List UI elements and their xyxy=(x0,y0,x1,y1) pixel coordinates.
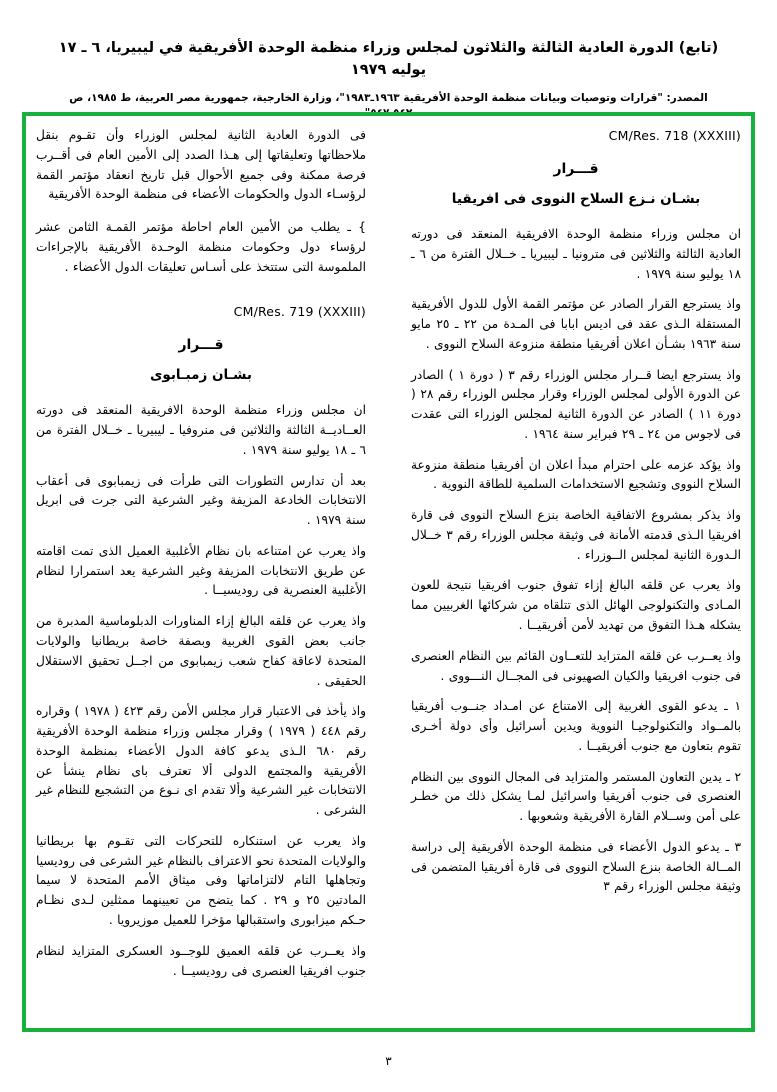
resolution-id: CM/Res. 719 (XXXIII) xyxy=(233,304,366,320)
paragraph: واذ يعــرب عن قلقه المتزايد للتعــاون القائم بين النظام العنصرى فى جنوب افريقيا والكيان الصهيونى فى المجــال النـــووى . xyxy=(411,648,741,683)
right-text-column xyxy=(36,126,366,1018)
paragraph: واذ يعرب عن قلقه البالغ إزاء المناورات الدبلوماسية المدبرة من جانب بعض القوى الغربية وبصفة خاصة بريطانيا والولايات المتحدة لاعاقة كفاح شعب زيمبابوى من اجــل تحقيق الاستقلال الحقيقى . xyxy=(36,614,366,688)
paragraph: ان مجلس وزراء منظمة الوحدة الافريقية المنعقد فى دورته العادية الثالثة والثلاثين فى مترونيا ـ ليبيريا ـ خــلال الفترة من ٦ ـ ١٨ يوليو سنة ١٩٧٩ . xyxy=(411,227,741,281)
resolution-kind: قـــرار xyxy=(178,337,224,354)
paragraph: واذ يعرب عن امتناعه بان نظام الأغلبية العميل الذى تمت اقامته عن طريق الانتخابات المزيفة وغير الشرعية يعد استمرارا لنظام الأغلبية العنصرية فى روديسيــا . xyxy=(36,543,366,598)
source-note: المصدر: "قرارات وتوصيات وبيانات منظمة الوحدة الأفريقية ١٩٦٣ـ١٩٨٣"، وزارة الخارجية، جمهورية مصر العربية، ط ١٩٨٥، ص ٥٤٢ـ٥٤٧" xyxy=(69,91,708,120)
paragraph: ان مجلس وزراء منظمة الوحدة الافريقية المنعقد فى دورته العــاديــة الثالثة والثلاثين فى منروفيا ـ ليبيريا ـ خــلال الفترة من ٦ ـ ١٨ يوليو سنة ١٩٧٩ . xyxy=(36,403,366,457)
paragraph: ١ ـ يدعو القوى الغربية إلى الامتناع عن امـداد جنــوب أفريقيا بالمــواد والتكنولوجيـا النووية ويدين أسرائيل وأى دولة أخـرى تقوم بتعاون مع جنوب أفريقيــا . xyxy=(411,699,741,753)
paragraph: واذ يعــرب عن قلقه العميق للوجــود العسكرى المتزايد لنظام جنوب افريقيا العنصرى فى روديسيــا . xyxy=(36,943,366,978)
paragraph: بعد أن تدارس التطورات التى طرأت فى زيمبابوى فى أعقاب الانتخابات الخادعة المزيفة وغير الشرعية التى جرت فى ابريل سنة ١٩٧٩ . xyxy=(36,473,366,528)
resolution-id: CM/Res. 718 (XXXIII) xyxy=(608,128,741,143)
paragraph: ٢ ـ يدين التعاون المستمر والمتزايد فى المجال النووى بين النظام العنصرى فى جنوب أفريقيا واسرائيل لمـا يشكل ذلك من خطـر على أمن وســلام القارة الأفريقية وشعوبها . xyxy=(411,769,741,824)
page-header xyxy=(0,38,777,122)
paragraph: واذ يسترجع ايضا قــرار مجلس الوزراء رقم ٣ ( دورة ١ ) الصادر عن الدورة الأولى لمجلس الوزراء وقرار مجلس الوزراء رقم ٢٨ ( دورة ١١ ) الصادر عن الدورة الثانية لمجلس الوزراء التى عقدت فى لاجوس من ٢٤ ـ ٢٩ فبراير سنة ١٩٦٤ . xyxy=(411,367,741,441)
page-number: ٣ xyxy=(385,1054,392,1068)
page-title: (تابع) الدورة العادية الثالثة والثلاثون لمجلس وزراء منظمة الوحدة الأفريقية في ليبيريا، ٦ ـ ١٧ يوليه ١٩٧٩ xyxy=(58,40,719,78)
resolution-kind: قـــرار xyxy=(553,161,599,177)
paragraph: } ـ يطلب من الأمين العام احاطة مؤتمر القمـة الثامن عشر لرؤساء دول وحكومات منظمة الوحـدة الأفريقية بالإجراءات الملموسة التى ستتخذ على أسـاس تعليقات الدول الأعضاء . xyxy=(36,220,366,274)
resolution-subject: بشـان نـزع السلاح النووى فى افريقيا xyxy=(451,191,701,207)
paragraph: واذ يأخذ فى الاعتبار قرار مجلس الأمن رقم ٤٢٣ ( ١٩٧٨ ) وقراره رقم ٤٤٨ ( ١٩٧٩ ) وقرار مجلس وزراء منظمة الوحدة الأفريقية رقم ٦٨٠ الـذى يدعو كافة الدول الأعضاء بمنظمة الوحدة الأفريقية والمجتمع الدولى ألا تعترف باى نظام ينشأ عن الانتخابات غير الشرعية وألا تقدم اى نـوع من التشجيع للنظام غير الشرعى . xyxy=(36,704,366,818)
paragraph: واذ يذكر بمشروع الاتفاقية الخاصة بنزع السلاح النووى فى قارة افريقيا الـذى قدمته الأمانة فى وثيقة مجلس الوزراء رقم ٣ خــلال الـدورة الثانية لمجلس الــوزراء . xyxy=(411,508,741,562)
paragraph: ٣ ـ يدعو الدول الأعضاء فى منظمة الوحدة الأفريقية إلى دراسة المــالة الخاصة بنزع السلاح النووى فى قارة أفريقيا المتضمن فى وثيقة مجلس الوزراء رقم ٣ xyxy=(411,839,741,894)
paragraph: واذ يعرب عن استنكاره للتحركات التى تقـوم بها بريطانيا والولايات المتحدة نحو الاعتراف بالنظام غير الشرعى فى روديسيا وتجاهلها التام لالتزاماتها وفى ميثاق الأمم المتحدة لا سيما المادتين ٢٥ و ٢٩ . كما يتضح من تعيينهما ممثلين لـدى نظـام حـكم ميزابورى واستقبالها مؤخرا للعميل موزيرويا . xyxy=(36,833,366,927)
paragraph: واذ يعرب عن قلقه البالغ إزاء تفوق جنوب افريقيا نتيجة للعون المـادى والتكنولوجى الهائل الذى تتلقاه من شركائها الغربيين مما يشكله هـذا التفوق من تهديد لأمن أفريقيــا . xyxy=(411,578,741,633)
two-column-body xyxy=(36,126,741,1018)
paragraph: واذ يؤكد عزمه على احترام مبدأ اعلان ان أفريقيا منطقة منزوعة السلاح النووى وتشجيع الاستخدامات السلمية للطاقة النووية . xyxy=(411,457,741,492)
resolution-subject: بشـان زمبـابوى xyxy=(150,367,252,384)
paragraph: واذ يسترجع القرار الصادر عن مؤتمر القمة الأول للدول الأفريقية المستقلة الـذى عقد فى اديس ابابا فى المـدة من ٢٢ ـ ٢٥ مايو سنة ١٩٦٣ بشـأن اعلان أفريقيا منطقة منزوعة السلاح النووى . xyxy=(411,297,741,351)
left-text-column xyxy=(411,126,741,1018)
paragraph: فى الدورة العادية الثانية لمجلس الوزراء وأن تقـوم بنقل ملاحظاتها وتعليقاتها إلى هـذا الصدد إلى الأمين العام فى أقــرب فرصة ممكنة وفى جميع الأحوال قبل تاريخ انعقاد مؤتمر القمة لرؤسـاء الدول والحكومات الأعضاء فى منظمة الوحدة الأفريقية xyxy=(36,128,366,202)
